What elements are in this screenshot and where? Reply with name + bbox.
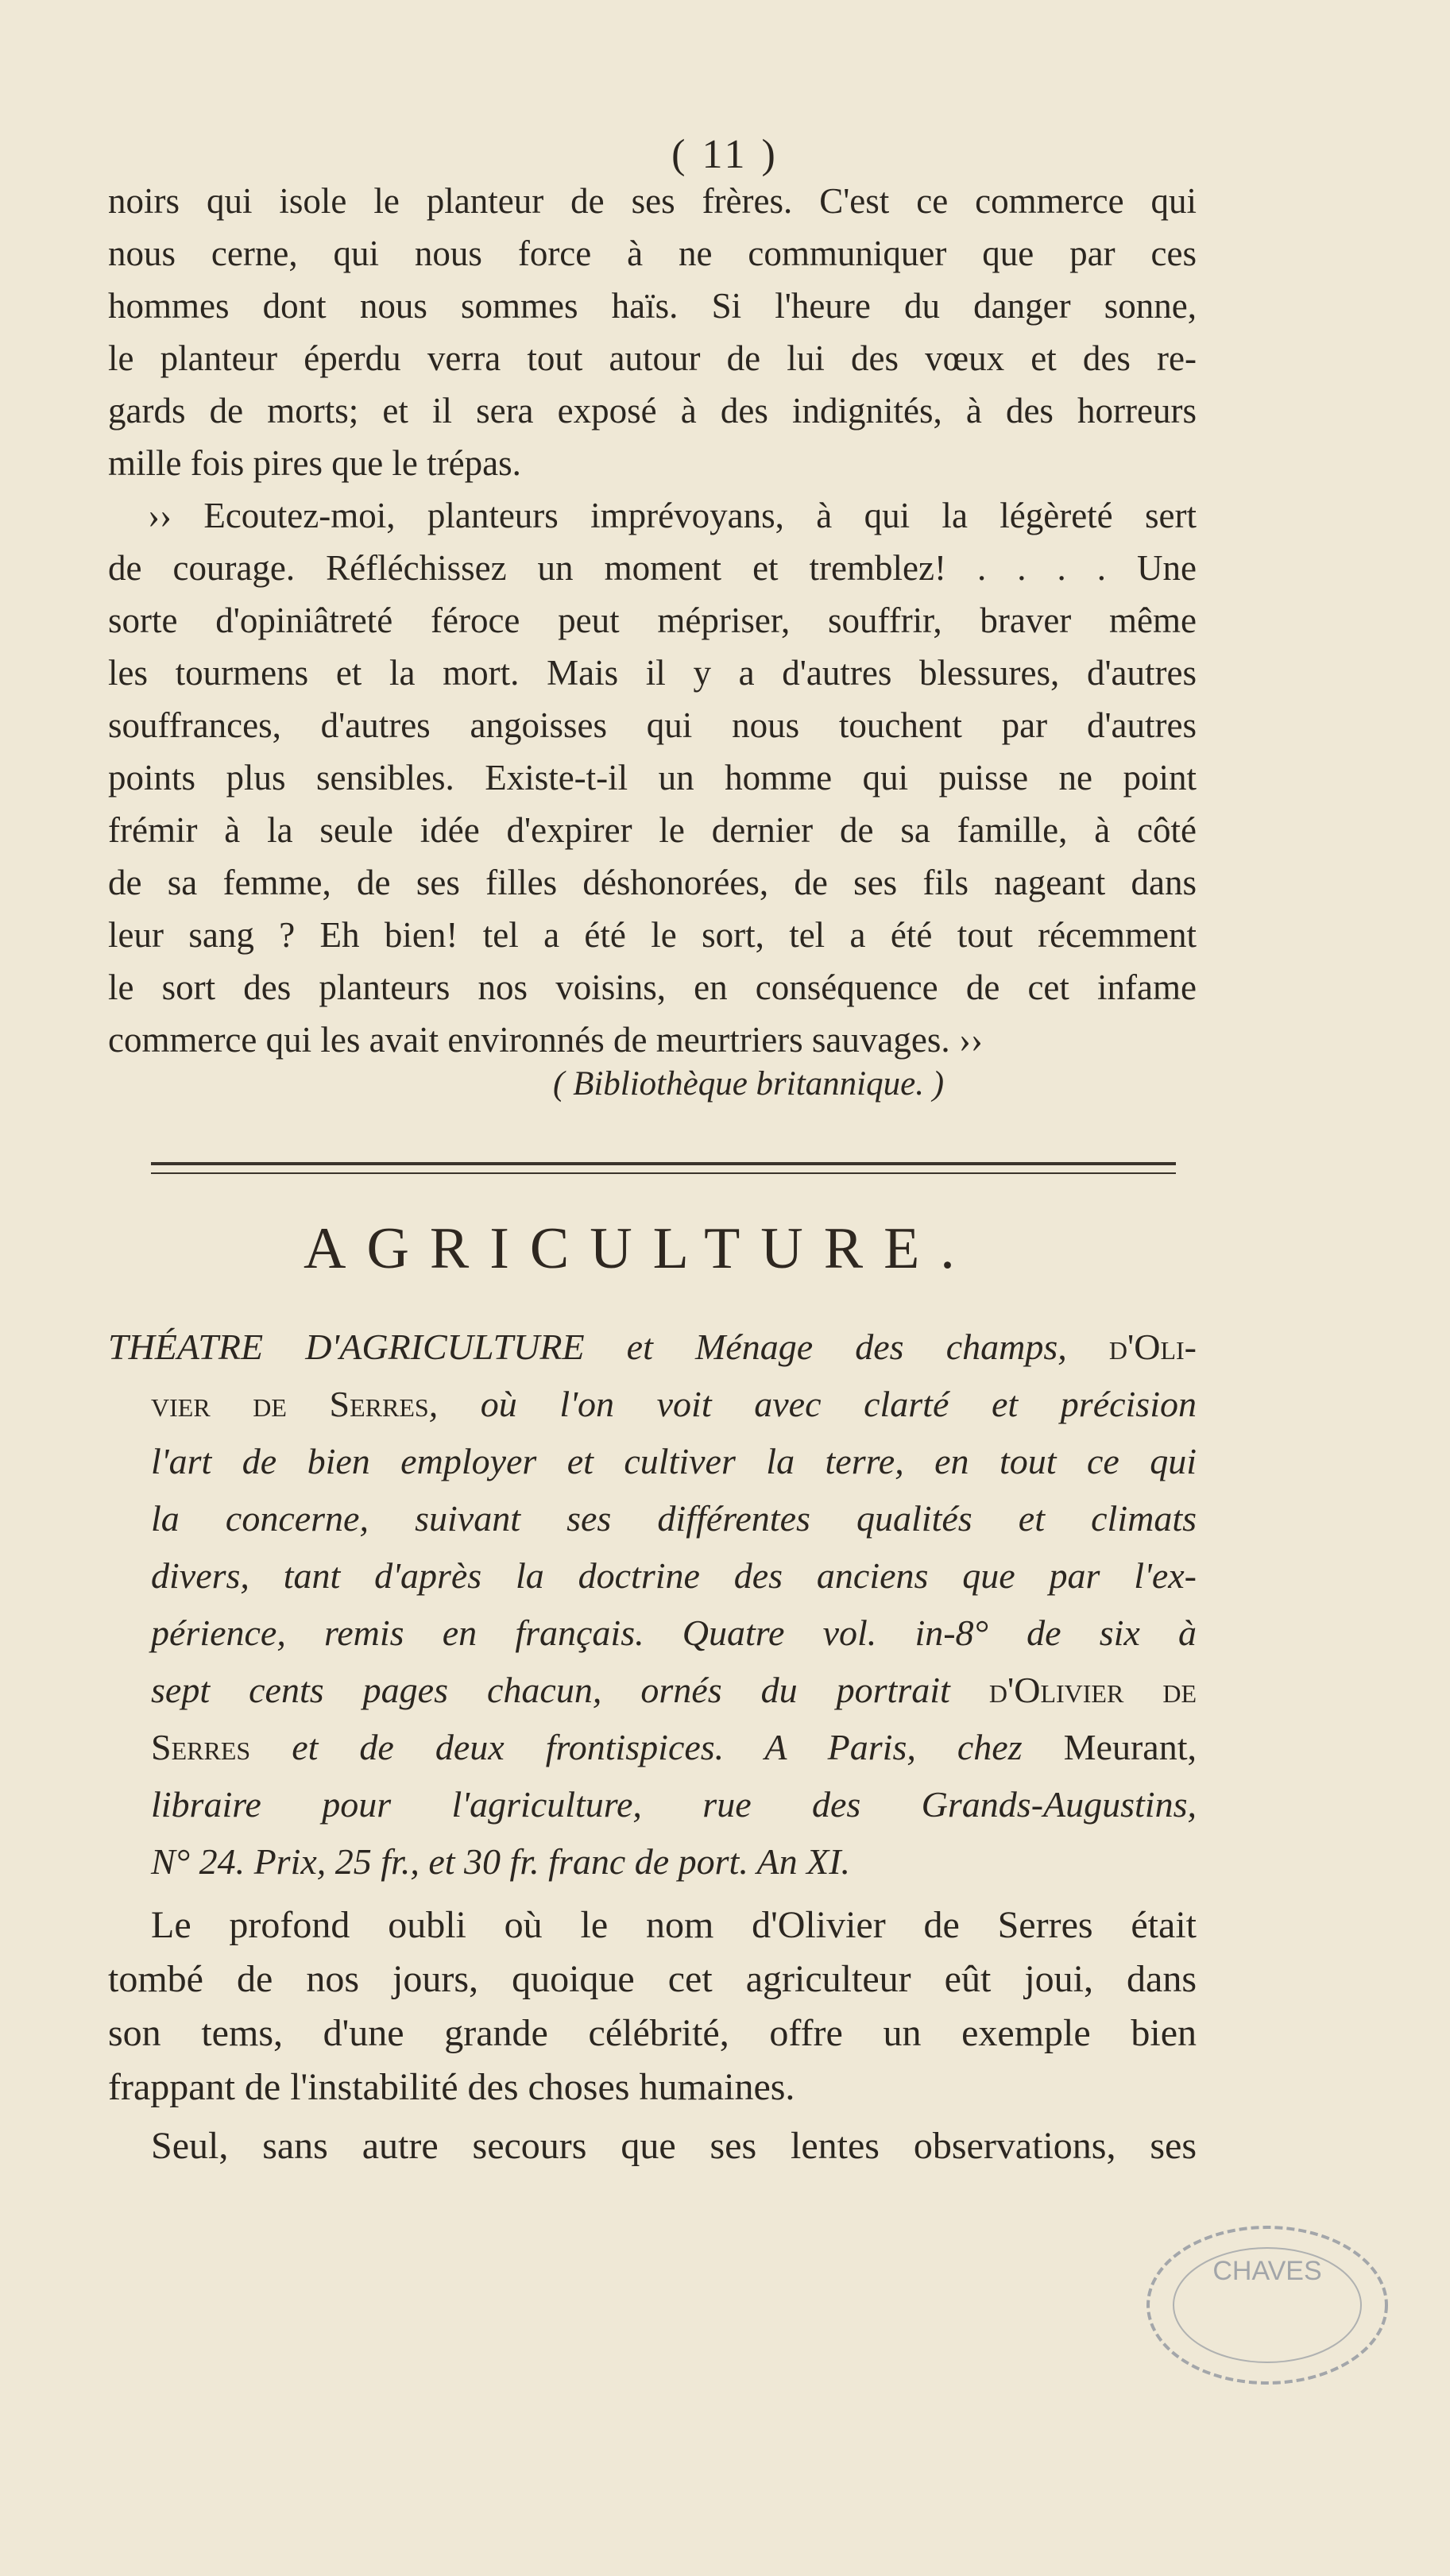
text-line: nous cerne, qui nous force à ne communiquer que par ces [108, 234, 1197, 273]
body-line: son tems, d'une grande célébrité, offre un exemple bien [108, 2012, 1197, 2054]
title-line: divers, tant d'après la doctrine des anciens que par l'ex- [151, 1555, 1197, 1596]
title-line: N° 24. Prix, 25 fr., et 30 fr. franc de port. An XI. [151, 1841, 851, 1882]
text-line: gards de morts; et il sera exposé à des indignités, à des horreurs [108, 391, 1197, 431]
title-text: sept cents pages chacun, ornés du portrait [151, 1670, 989, 1710]
text-line: souffrances, d'autres angoisses qui nous touchent par d'autres [108, 705, 1197, 745]
author-name: vier de Serres [151, 1384, 429, 1424]
section-heading: AGRICULTURE. [304, 1216, 976, 1281]
text-line: de courage. Réfléchissez un moment et tremblez! . . . . Une [108, 548, 1197, 588]
text-line: mille fois pires que le trépas. [108, 443, 521, 483]
title-line: périence, remis en français. Quatre vol. in-8° de six à [151, 1612, 1197, 1653]
text-line: les tourmens et la mort. Mais il y a d'autres blessures, d'autres [108, 653, 1197, 693]
stamp-text: CHAVES [1212, 2256, 1322, 2286]
text-line: leur sang ? Eh bien! tel a été le sort, tel a été tout récemment [108, 915, 1197, 955]
title-line [151, 1662, 1197, 1719]
title-text: et de deux frontispices. A Paris, chez [250, 1727, 1064, 1767]
text-line: le planteur éperdu verra tout autour de lui des vœux et des re- [108, 338, 1197, 378]
author-name: d'Olivier de [988, 1670, 1197, 1710]
title-line [108, 1319, 1197, 1376]
text-line: commerce qui les avait environnés de meurtriers sauvages. ›› [108, 1020, 983, 1060]
title-line [151, 1376, 1197, 1433]
title-line: la concerne, suivant ses différentes qualités et climats [151, 1498, 1197, 1539]
title-line: libraire pour l'agriculture, rue des Grands-Augustins, [151, 1784, 1197, 1825]
title-line: l'art de bien employer et cultiver la terre, en tout ce qui [151, 1441, 1197, 1481]
text-line: ›› Ecoutez-moi, planteurs imprévoyans, à qui la légèreté sert [148, 496, 1197, 535]
title-line [151, 1719, 1197, 1776]
text-line: le sort des planteurs nos voisins, en conséquence de cet infame [108, 967, 1197, 1007]
title-text: THÉATRE D'AGRICULTURE et Ménage des champs, [108, 1327, 1109, 1367]
body-line: tombé de nos jours, quoique cet agriculteur eût joui, dans [108, 1958, 1197, 2000]
title-text: , où l'on voit avec clarté et précision [428, 1384, 1197, 1424]
text-line: points plus sensibles. Existe-t-il un homme qui puisse ne point [108, 758, 1197, 798]
publisher-name: Meurant, [1063, 1727, 1197, 1767]
author-name: Serres [151, 1727, 251, 1767]
text-line: de sa femme, de ses filles déshonorées, de ses fils nageant dans [108, 863, 1197, 902]
text-line: sorte d'opiniâtreté féroce peut mépriser, souffrir, braver même [108, 601, 1197, 640]
section-divider [151, 1162, 1176, 1165]
text-line: noirs qui isole le planteur de ses frères. C'est ce commerce qui [108, 181, 1197, 221]
section-divider-thin [151, 1172, 1176, 1174]
text-line: hommes dont nous sommes haïs. Si l'heure du danger sonne, [108, 286, 1197, 326]
text-line: frémir à la seule idée d'expirer le dernier de sa famille, à côté [108, 810, 1197, 850]
body-line: Le profond oubli où le nom d'Olivier de Serres était [151, 1904, 1197, 1946]
author-name: d'Oli- [1108, 1327, 1197, 1367]
body-line: frappant de l'instabilité des choses humaines. [108, 2066, 795, 2108]
source-citation: ( Bibliothèque britannique. ) [553, 1065, 945, 1103]
body-line: Seul, sans autre secours que ses lentes observations, ses [151, 2125, 1197, 2167]
page-number: ( 11 ) [671, 132, 779, 177]
library-stamp [1136, 2216, 1398, 2399]
